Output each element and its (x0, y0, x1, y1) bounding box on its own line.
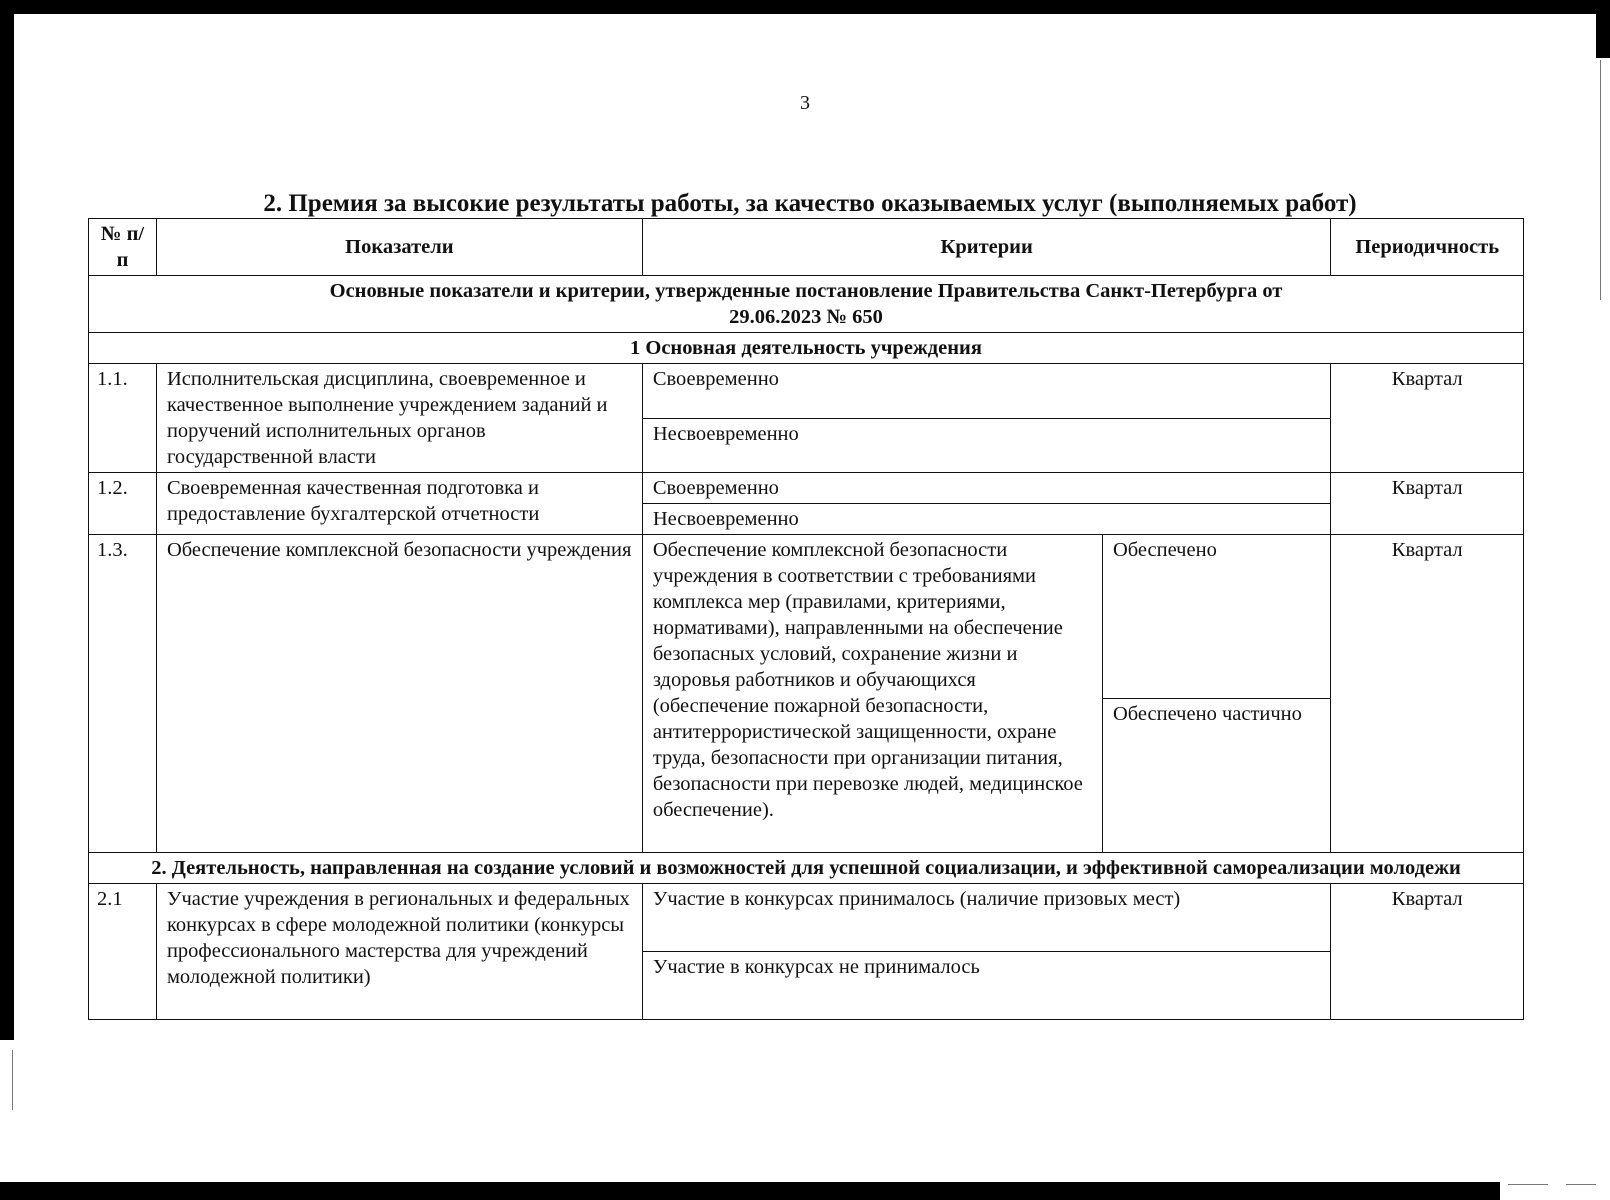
scan-artifact-line (12, 1050, 13, 1110)
row-number: 1.2. (89, 473, 157, 535)
basis-text: Основные показатели и критерии, утвержденные постановление Правительства Санкт-Петербурга от 29.06.2023 № 650 (89, 276, 1524, 333)
row-criterion: Своевременно (642, 473, 1331, 504)
table-header-row (89, 219, 1524, 276)
row-criterion: Участие в конкурсах принималось (наличие призовых мест) (642, 884, 1331, 952)
row-criterion: Обеспечено (1102, 535, 1331, 699)
table-row (89, 364, 1524, 419)
header-number: № п/п (89, 219, 157, 276)
row-periodicity: Квартал (1331, 364, 1524, 473)
row-criteria-description: Обеспечение комплексной безопасности учреждения в соответствии с требованиями комплекса мер (правилами, критериями, нормативами), направленными на обеспечение безопасных условий, сохранение жизни и здоровья работников и обучающихся (обеспечение пожарной безопасности, антитеррористической защищенности, охране труда, безопасности при организации питания, безопасности при перевозке людей, медицинское обеспечение). (642, 535, 1102, 853)
row-periodicity: Квартал (1331, 535, 1524, 853)
row-criterion: Своевременно (642, 364, 1331, 419)
group-title-row (89, 333, 1524, 364)
scan-border-left (0, 0, 14, 1040)
scan-border-bottom (0, 1182, 1500, 1200)
scan-artifact-line (1508, 1184, 1548, 1185)
bonus-criteria-table (88, 218, 1524, 1020)
row-indicator: Исполнительская дисциплина, своевременное и качественное выполнение учреждением заданий и поручений исполнительных органов государственной власти (156, 364, 642, 473)
scan-artifact-line (1600, 60, 1601, 300)
table-row (89, 884, 1524, 952)
row-indicator: Обеспечение комплексной безопасности учреждения (156, 535, 642, 853)
header-indicators: Показатели (156, 219, 642, 276)
table-row (89, 473, 1524, 504)
table-row (89, 535, 1524, 699)
basis-row (89, 276, 1524, 333)
scan-border-right (1596, 0, 1610, 58)
header-periodicity: Периодичность (1331, 219, 1524, 276)
row-criterion: Несвоевременно (642, 418, 1331, 473)
group-title-row (89, 853, 1524, 884)
header-criteria: Критерии (642, 219, 1331, 276)
scan-artifact-line (1566, 1184, 1596, 1185)
group-title: 2. Деятельность, направленная на создание условий и возможностей для успешной социализации, и эффективной самореализации молодежи (89, 853, 1524, 884)
group-title: 1 Основная деятельность учреждения (89, 333, 1524, 364)
page-number: 3 (800, 92, 810, 114)
row-indicator: Своевременная качественная подготовка и предоставление бухгалтерской отчетности (156, 473, 642, 535)
row-criterion: Участие в конкурсах не принималось (642, 952, 1331, 1020)
row-number: 1.3. (89, 535, 157, 853)
row-periodicity: Квартал (1331, 473, 1524, 535)
section-title: 2. Премия за высокие результаты работы, за качество оказываемых услуг (выполняемых работ) (263, 190, 1357, 217)
row-number: 1.1. (89, 364, 157, 473)
row-number: 2.1 (89, 884, 157, 1020)
row-criterion: Обеспечено частично (1102, 699, 1331, 853)
row-criterion: Несвоевременно (642, 504, 1331, 535)
scan-border-top (0, 0, 1610, 14)
row-periodicity: Квартал (1331, 884, 1524, 1020)
row-indicator: Участие учреждения в региональных и федеральных конкурсах в сфере молодежной политики (конкурсы профессионального мастерства для учреждений молодежной политики) (156, 884, 642, 1020)
